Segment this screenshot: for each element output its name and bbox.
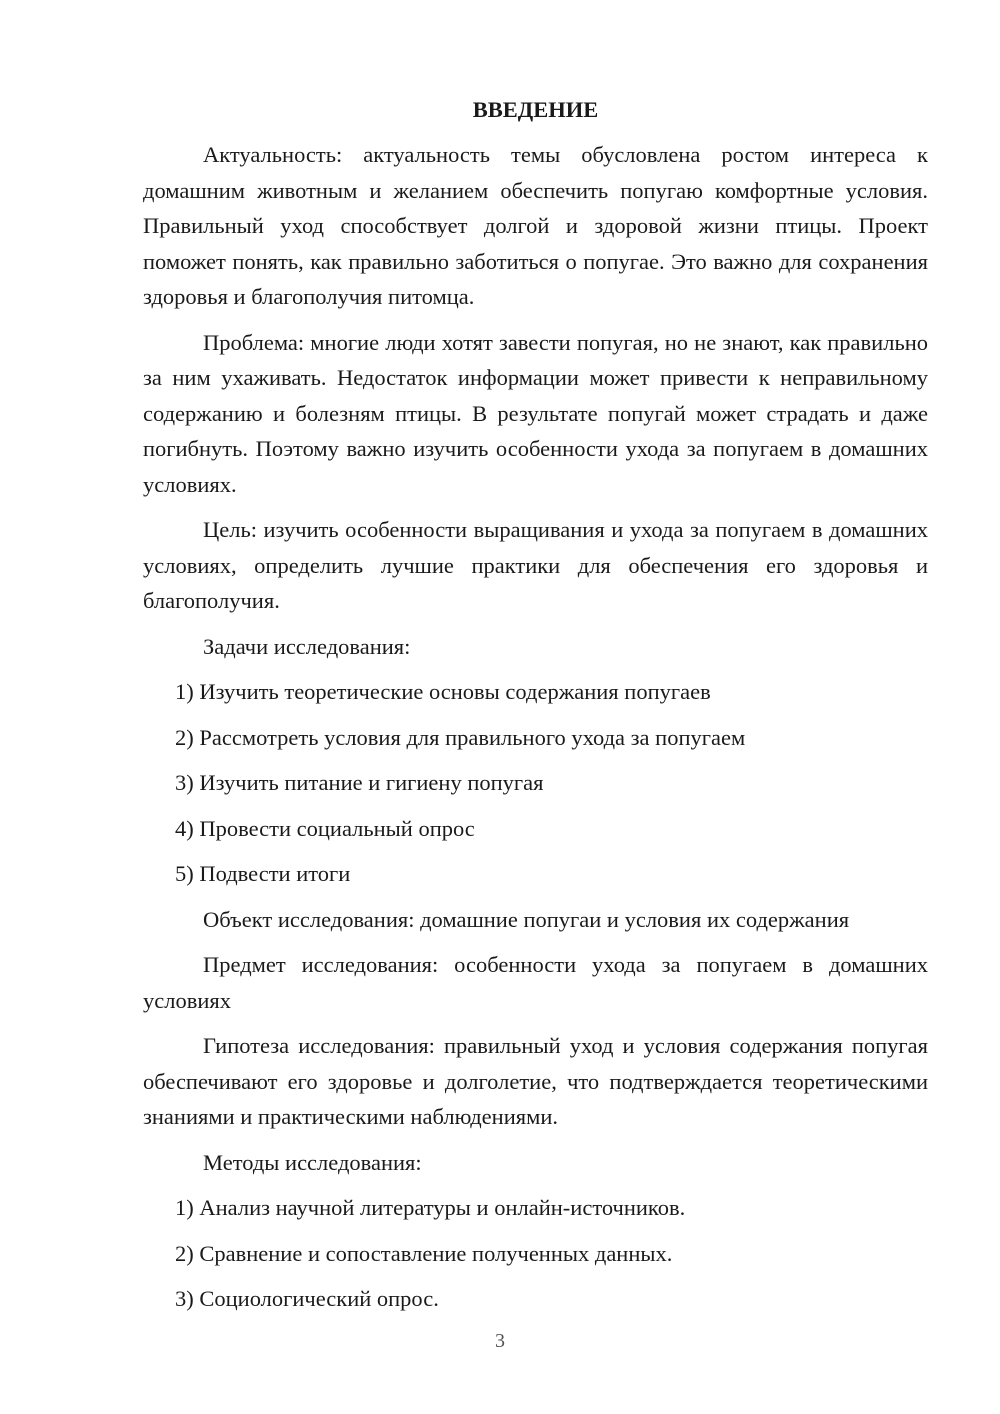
task-item: 1) Изучить теоретические основы содержания попугаев <box>175 679 711 704</box>
object-paragraph: Объект исследования: домашние попугаи и условия их содержания <box>203 906 850 932</box>
method-item: 2) Сравнение и сопоставление полученных данных. <box>175 1240 673 1266</box>
page-title: ВВЕДЕНИЕ <box>472 97 599 122</box>
task-item: 3) Изучить питание и гигиену попугая <box>175 770 544 795</box>
task-item: 5) Подвести итоги <box>175 861 351 886</box>
document-page <box>143 92 928 1327</box>
method-item: 3) Социологический опрос. <box>175 1286 439 1311</box>
page-number: 3 <box>495 1330 505 1352</box>
relevance-paragraph: Актуальность: актуальность темы обусловлена ростом интереса к домашним животным и желанием обеспечить попугаю комфортные условия. Правильный уход способствует долгой и здоровой жизни птицы. Проект поможет понять, как правильно заботиться о попугае. Это важно для сохранения здоровья и благополучия питомца. <box>143 142 928 309</box>
method-item: 1) Анализ научной литературы и онлайн-источников. <box>175 1195 686 1220</box>
methods-label: Методы исследования: <box>203 1149 422 1175</box>
goal-paragraph: Цель: изучить особенности выращивания и ухода за попугаем в домашних условиях, определить лучшие практики для обеспечения его здоровья и благополучия. <box>143 517 928 613</box>
task-item: 4) Провести социальный опрос <box>175 815 475 841</box>
subject-paragraph: Предмет исследования: особенности ухода за попугаем в домашних условиях <box>143 952 928 1013</box>
tasks-label: Задачи исследования: <box>203 633 411 659</box>
problem-paragraph: Проблема: многие люди хотят завести попугая, но не знают, как правильно за ним ухаживать. Недостаток информации может привести к неправильному содержанию и болезням птицы. В результате попугай может страдать и даже погибнуть. Поэтому важно изучить особенности ухода за попугаем в домашних условиях. <box>143 329 928 497</box>
hypothesis-paragraph: Гипотеза исследования: правильный уход и условия содержания попугая обеспечивают его здоровье и долголетие, что подтверждается теоретическими знаниями и практическими наблюдениями. <box>143 1033 928 1129</box>
task-item: 2) Рассмотреть условия для правильного ухода за попугаем <box>175 724 746 750</box>
